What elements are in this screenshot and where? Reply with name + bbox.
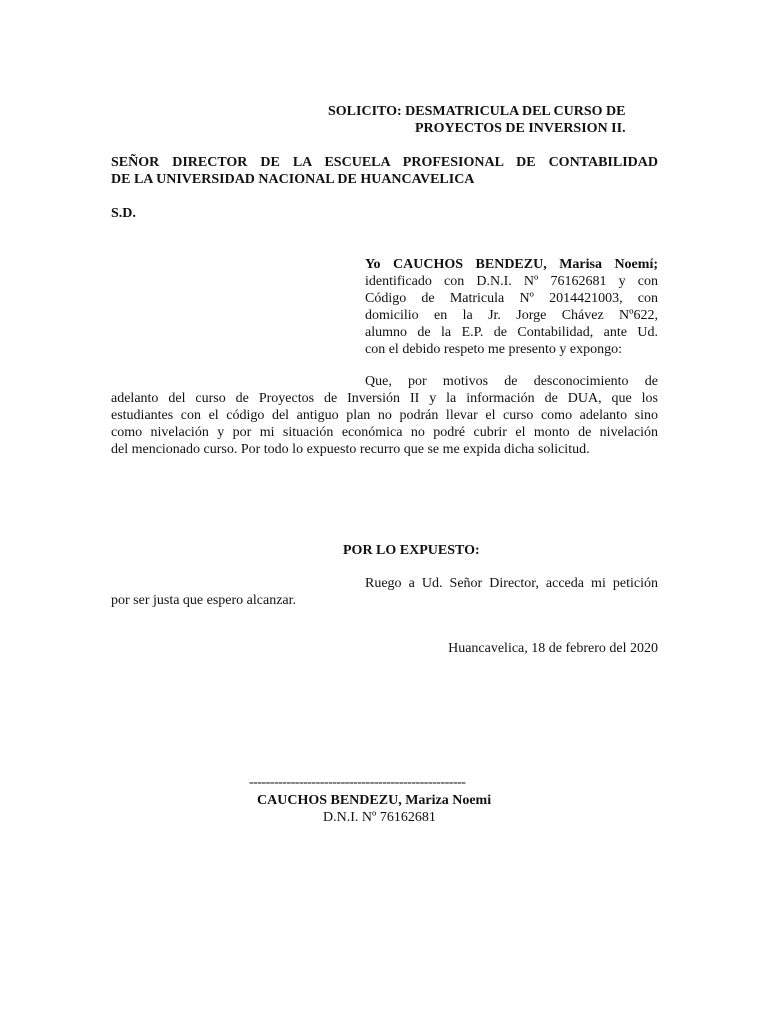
addressee-line-1: SEÑOR DIRECTOR DE LA ESCUELA PROFESIONAL DE CONTABILIDAD [111, 155, 658, 170]
sd-salutation: S.D. [111, 206, 136, 221]
addressee-line-2: DE LA UNIVERSIDAD NACIONAL DE HUANCAVELICA [111, 172, 475, 187]
date-line: Huancavelica, 18 de febrero del 2020 [448, 641, 658, 656]
subject-line-1: SOLICITO: DESMATRICULA DEL CURSO DE [328, 104, 626, 119]
identification-line-1: Yo CAUCHOS BENDEZU, Marisa Noemí; [365, 257, 658, 272]
identification-block [365, 256, 658, 358]
subject-line-2: PROYECTOS DE INVERSION II. [415, 121, 626, 136]
signature-dni: D.N.I. Nº 76162681 [323, 810, 436, 825]
por-lo-expuesto-heading: POR LO EXPUESTO: [343, 543, 480, 558]
identification-line-6: con el debido respeto me presento y expongo: [365, 342, 622, 357]
identification-line-4: domicilio en la Jr. Jorge Chávez Nº622, [365, 308, 658, 323]
identification-line-2: identificado con D.N.I. Nº 76162681 y con [365, 274, 658, 289]
signature-name: CAUCHOS BENDEZU, Mariza Noemi [257, 793, 492, 808]
identification-line-5: alumno de la E.P. de Contabilidad, ante Ud. [365, 325, 658, 340]
body-line-4: como nivelación y por mi situación económica no podré cubrir el monto de nivelación [111, 425, 658, 440]
petition-line-2: por ser justa que espero alcanzar. [111, 593, 297, 608]
body-line-5: del mencionado curso. Por todo lo expuesto recurro que se me expida dicha solicitud. [111, 442, 590, 457]
body-line-3: estudiantes con el código del antiguo plan no podrán llevar el curso como adelanto sino [111, 408, 658, 423]
body-line-1: Que, por motivos de desconocimiento de [365, 374, 658, 389]
identification-line-3: Código de Matricula Nº 2014421003, con [365, 291, 658, 306]
signature-rule: ---------------------------------------------------- [249, 775, 466, 790]
petition-paragraph [111, 575, 658, 609]
body-paragraph [111, 373, 658, 458]
addressee [111, 154, 658, 188]
petition-line-1: Ruego a Ud. Señor Director, acceda mi petición [365, 576, 658, 591]
body-line-2: adelanto del curso de Proyectos de Inversión II y la información de DUA, que los [111, 391, 658, 406]
